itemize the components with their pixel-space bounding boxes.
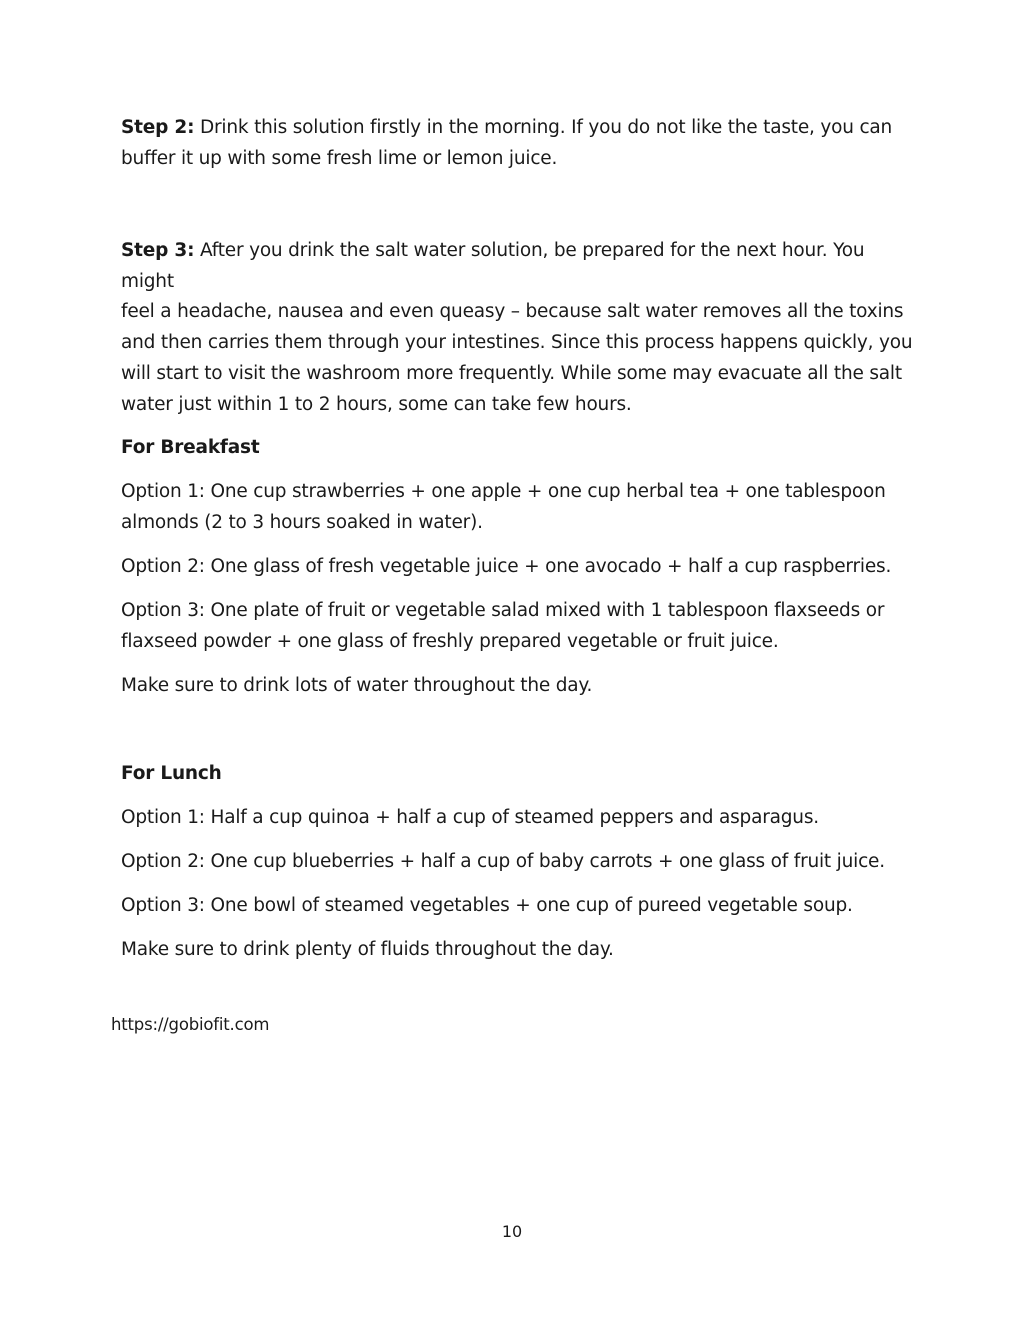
lunch-note: Make sure to drink plenty of fluids throughout the day. <box>121 939 614 960</box>
step-2-text: Drink this solution firstly in the morning. If you do not like the taste, you can buffer it up with some fresh lime or lemon juice. <box>121 117 893 169</box>
breakfast-option-1: Option 1: One cup strawberries + one apple + one cup herbal tea + one tablespoon almonds (2 to 3 hours soaked in water). <box>121 481 886 533</box>
step-3-label: Step 3: <box>121 240 195 261</box>
lunch-heading: For Lunch <box>121 763 222 784</box>
step-2-label: Step 2: <box>121 117 195 138</box>
step-2-paragraph <box>121 113 921 174</box>
breakfast-note: Make sure to drink lots of water throughout the day. <box>121 675 593 696</box>
step-3-paragraph <box>121 236 921 420</box>
breakfast-option-3: Option 3: One plate of fruit or vegetable salad mixed with 1 tablespoon flaxseeds or flaxseed powder + one glass of freshly prepared vegetable or fruit juice. <box>121 600 885 652</box>
breakfast-heading: For Breakfast <box>121 437 260 458</box>
lunch-option-1: Option 1: Half a cup quinoa + half a cup of steamed peppers and asparagus. <box>121 807 819 828</box>
step-3-text: After you drink the salt water solution, be prepared for the next hour. You might feel a headache, nausea and even queasy – because salt water removes all the toxins and then carries them through your intestines. Since this process happens quickly, you will start to visit the washroom more frequently. While some may evacuate all the salt water just within 1 to 2 hours, some can take few hours. <box>121 240 913 415</box>
lunch-option-3: Option 3: One bowl of steamed vegetables + one cup of pureed vegetable soup. <box>121 895 853 916</box>
breakfast-option-2: Option 2: One glass of fresh vegetable juice + one avocado + half a cup raspberries. <box>121 556 892 577</box>
page-number: 10 <box>501 1222 523 1241</box>
website-url: https://gobiofit.com <box>111 1015 270 1034</box>
lunch-option-2: Option 2: One cup blueberries + half a cup of baby carrots + one glass of fruit juice. <box>121 851 885 872</box>
